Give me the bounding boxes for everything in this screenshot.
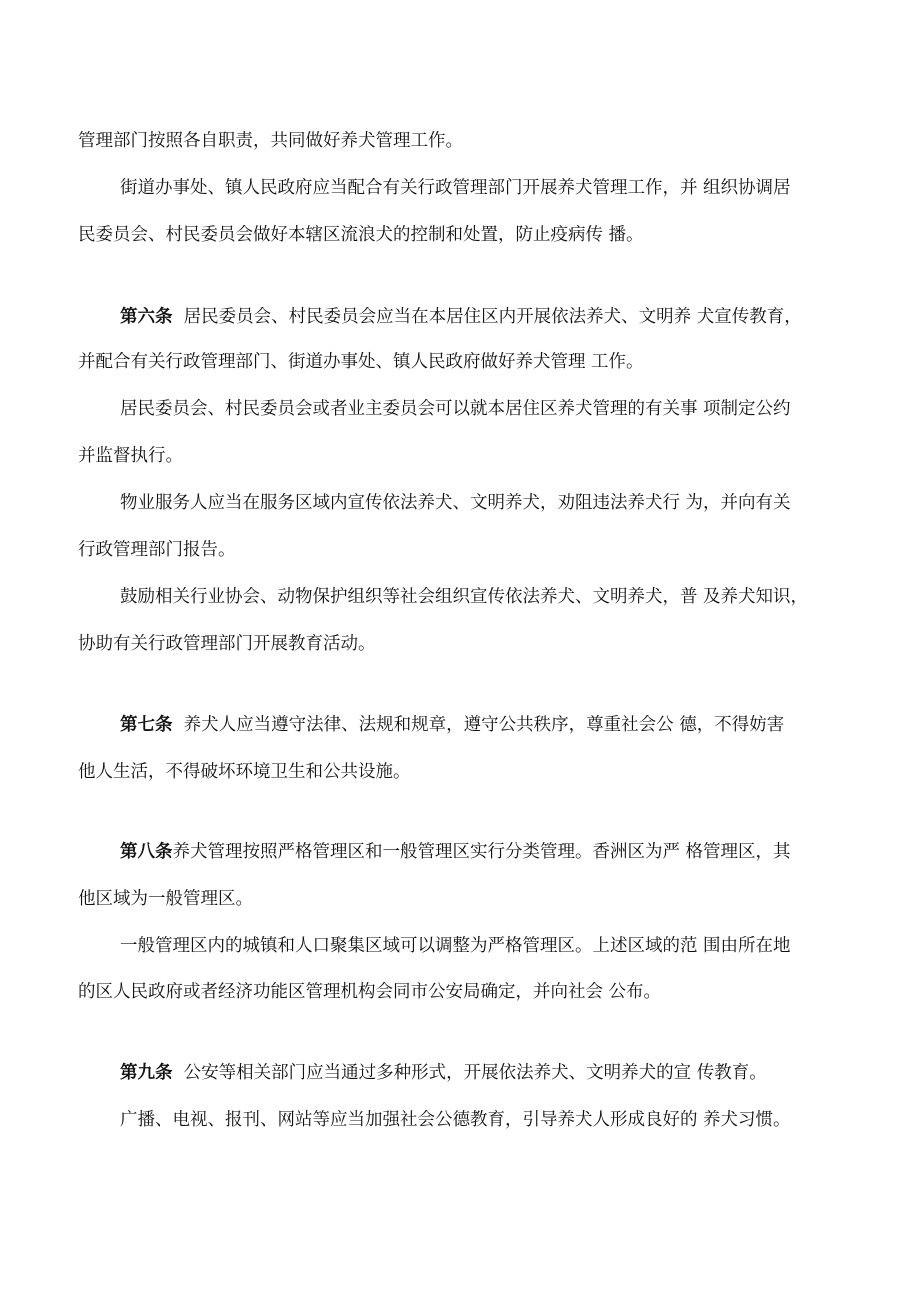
- line-text: 广播、电视、报刊、网站等应当加强社会公德教育，引导养犬人形成良好的 养犬习惯。: [120, 1110, 791, 1130]
- paragraph-line: [0, 491, 920, 515]
- paragraph-line: [0, 444, 920, 468]
- line-text: 物业服务人应当在服务区域内宣传依法养犬、文明养犬，劝阻违法养犬行 为，并向有关: [120, 493, 791, 513]
- line-text: 并监督执行。: [78, 446, 183, 466]
- line-text: 并配合有关行政管理部门、街道办事处、镇人民政府做好养犬管理 工作。: [78, 352, 644, 372]
- article-6-first-line: [0, 305, 920, 329]
- line-text: 的区人民政府或者经济功能区管理机构会同市公安局确定，并向社会 公布。: [78, 982, 662, 1002]
- line-text: 一般管理区内的城镇和人口聚集区域可以调整为严格管理区。上述区域的范 围由所在地: [120, 936, 791, 956]
- paragraph-line: [0, 585, 920, 609]
- paragraph-line: [0, 632, 920, 656]
- article-number: 第八条: [120, 842, 173, 862]
- paragraph-line: [0, 887, 920, 911]
- line-text: 鼓励相关行业协会、动物保护组织等社会组织宣传依法养犬、文明养犬，普 及养犬知识，: [120, 587, 809, 607]
- line-text: 行政管理部门报告。: [78, 540, 236, 560]
- article-8-first-line: [0, 840, 920, 864]
- article-9-first-line: [0, 1061, 920, 1085]
- paragraph-line: [0, 350, 920, 374]
- line-text: 民委员会、村民委员会做好本辖区流浪犬的控制和处置，防止疫病传 播。: [78, 225, 644, 245]
- line-text: 他区域为一般管理区。: [78, 889, 253, 909]
- paragraph-line: [0, 538, 920, 562]
- paragraph-line: [0, 934, 920, 958]
- line-text: 公安等相关部门应当通过多种形式，开展依法养犬、文明养犬的宣 传教育。: [183, 1063, 767, 1083]
- article-number: 第九条: [120, 1063, 173, 1083]
- line-text: 养犬人应当遵守法律、法规和规章，遵守公共秩序，尊重社会公 德，不得妨害: [183, 715, 785, 735]
- line-text: 街道办事处、镇人民政府应当配合有关行政管理部门开展养犬管理工作，并 组织协调居: [120, 178, 791, 198]
- line-text: 管理部门按照各自职责，共同做好养犬管理工作。: [78, 131, 463, 151]
- paragraph-line: [0, 980, 920, 1004]
- paragraph-line: [0, 129, 920, 153]
- paragraph-line: [0, 397, 920, 421]
- article-number: 第七条: [120, 715, 173, 735]
- article-number: 第六条: [120, 307, 173, 327]
- article-7-first-line: [0, 713, 920, 737]
- paragraph-line: [0, 223, 920, 247]
- line-text: 居民委员会、村民委员会或者业主委员会可以就本居住区养犬管理的有关事 项制定公约: [120, 399, 791, 419]
- line-text: 他人生活，不得破坏环境卫生和公共设施。: [78, 762, 411, 782]
- paragraph-line: [0, 1108, 920, 1132]
- paragraph-line: [0, 176, 920, 200]
- line-text: 居民委员会、村民委员会应当在本居住区内开展依法养犬、文明养 犬宣传教育，: [183, 307, 802, 327]
- line-text: 协助有关行政管理部门开展教育活动。: [78, 634, 376, 654]
- paragraph-line: [0, 760, 920, 784]
- line-text: 养犬管理按照严格管理区和一般管理区实行分类管理。香洲区为严 格管理区，其: [172, 842, 791, 862]
